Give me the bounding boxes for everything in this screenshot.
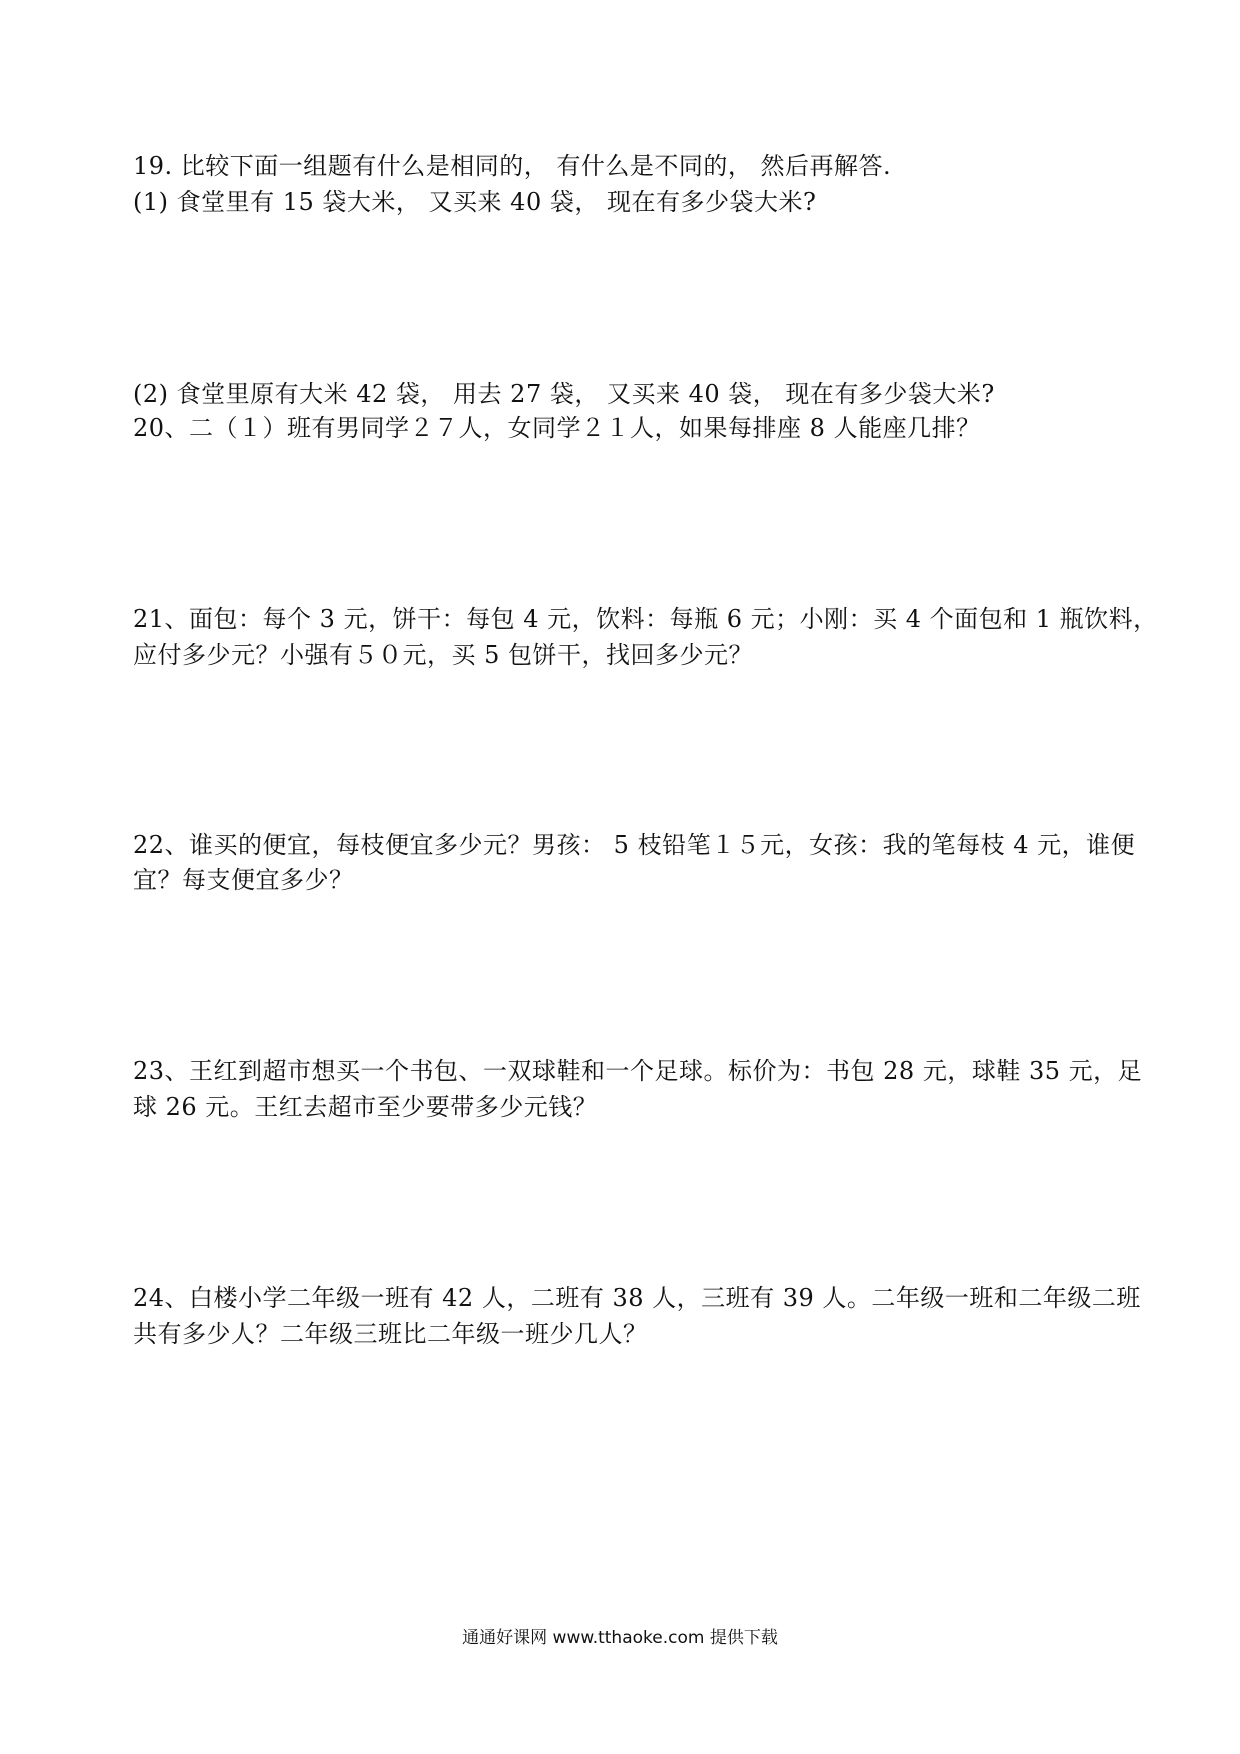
question-24-line-1: 24、白楼小学二年级一班有 42 人，二班有 38 人，三班有 39 人。二年级一班和二年级二班: [133, 1284, 1141, 1312]
page-footer: 通通好课网 www.tthaoke.com 提供下载: [462, 1628, 778, 1648]
question-22-line-2: 宜？每支便宜多少？: [133, 866, 354, 894]
question-19-part-1: (1) 食堂里有 15 袋大米， 又买来 40 袋， 现在有多少袋大米?: [133, 188, 817, 216]
question-21-line-1: 21、面包：每个 3 元，饼干：每包 4 元，饮料：每瓶 6 元；小刚：买 4 个面包和 1 瓶饮料，: [133, 605, 1158, 633]
question-20: 20、二（１）班有男同学２７人，女同学２１人，如果每排座 8 人能座几排？: [133, 414, 981, 442]
question-22-line-1: 22、谁买的便宜，每枝便宜多少元？男孩： 5 枝铅笔１５元，女孩：我的笔每枝 4 元，谁便: [133, 831, 1136, 859]
question-23-line-2: 球 26 元。王红去超市至少要带多少元钱？: [133, 1093, 598, 1121]
question-19-title: 19. 比较下面一组题有什么是相同的， 有什么是不同的， 然后再解答.: [133, 152, 892, 180]
question-24-line-2: 共有多少人？二年级三班比二年级一班少几人？: [133, 1320, 648, 1348]
question-23-line-1: 23、王红到超市想买一个书包、一双球鞋和一个足球。标价为：书包 28 元，球鞋 35 元，足: [133, 1057, 1143, 1085]
question-21-line-2: 应付多少元？小强有５０元，买 5 包饼干，找回多少元？: [133, 641, 754, 669]
question-19-part-2: (2) 食堂里原有大米 42 袋， 用去 27 袋， 又买来 40 袋， 现在有多少袋大米?: [133, 380, 995, 408]
